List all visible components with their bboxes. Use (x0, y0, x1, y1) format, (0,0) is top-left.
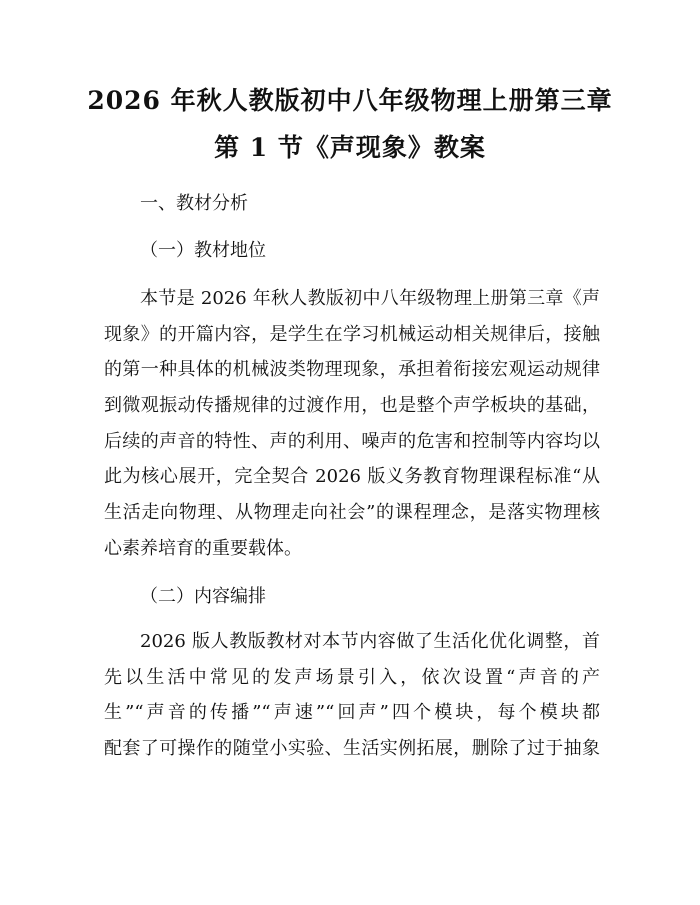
subsection-heading-textbook-position: （一）教材地位 (140, 240, 266, 261)
paragraph-line: 到微观振动传播规律的过渡作用，也是整个声学板块的基础， (104, 395, 600, 417)
paragraph-line: 生活走向物理、从物理走向社会”的课程理念，是落实物理核 (104, 502, 600, 524)
document-title-line-1: 2026 年秋人教版初中八年级物理上册第三章 (87, 86, 613, 115)
paragraph-line: 此为核心展开，完全契合 2026 版义务教育物理课程标准“从 (104, 466, 600, 488)
paragraph-textbook-position (104, 288, 600, 574)
paragraph-line: 先以生活中常见的发声场景引入，依次设置“声音的产 (104, 666, 600, 688)
paragraph-line: 现象》的开篇内容，是学生在学习机械运动相关规律后，接触 (104, 323, 600, 345)
paragraph-content-arrangement (104, 631, 600, 774)
subsection-heading-content-arrangement: （二）内容编排 (140, 586, 266, 607)
section-heading-textbook-analysis: 一、教材分析 (140, 193, 248, 214)
paragraph-line: 配套了可操作的随堂小实验、生活实例拓展，删除了过于抽象 (104, 738, 600, 760)
paragraph-line: 2026 版人教版教材对本节内容做了生活化优化调整，首 (140, 631, 600, 652)
paragraph-line: 心素养培育的重要载体。 (104, 537, 302, 559)
paragraph-line: 本节是 2026 年秋人教版初中八年级物理上册第三章《声 (140, 288, 600, 309)
document-title-line-2: 第 1 节《声现象》教案 (214, 133, 486, 162)
paragraph-line: 的第一种具体的机械波类物理现象，承担着衔接宏观运动规律 (104, 359, 600, 381)
paragraph-line: 生”“声音的传播”“声速”“回声”四个模块，每个模块都 (104, 702, 600, 724)
paragraph-line: 后续的声音的特性、声的利用、噪声的危害和控制等内容均以 (104, 430, 600, 452)
